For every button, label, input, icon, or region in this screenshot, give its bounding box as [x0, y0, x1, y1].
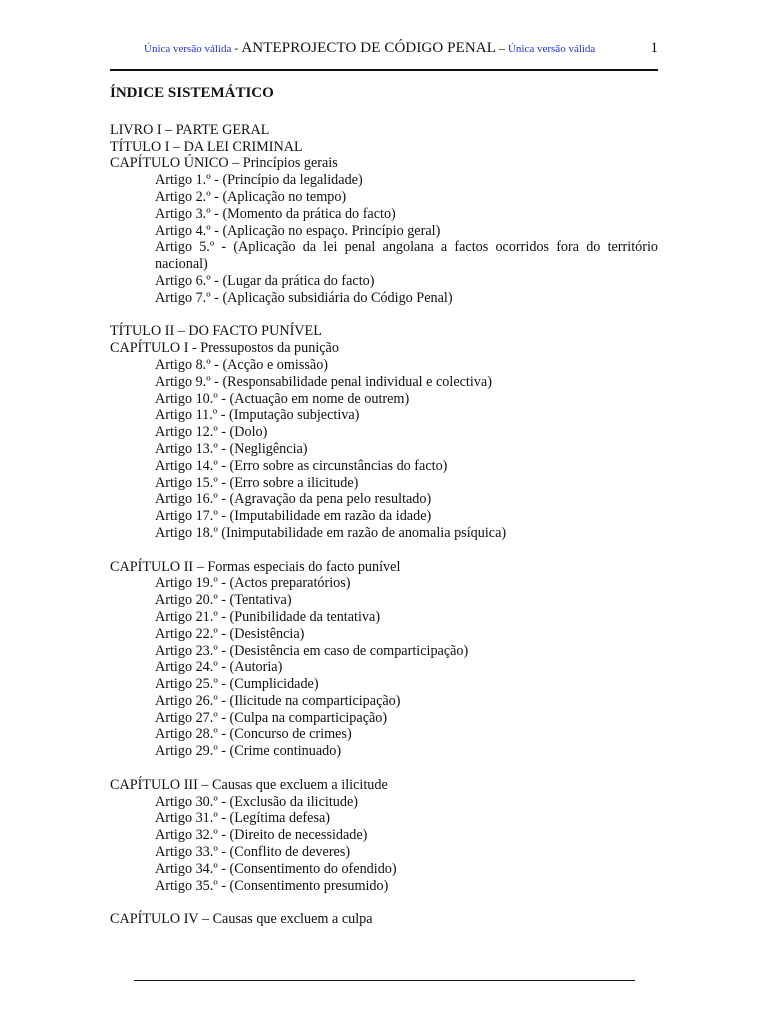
article-entry: Artigo 7.º - (Aplicação subsidiária do Código Penal)	[155, 289, 453, 306]
article-entry: Artigo 25.º - (Cumplicidade)	[155, 676, 319, 693]
title-heading: TÍTULO I – DA LEI CRIMINAL	[110, 138, 303, 155]
article-entry: Artigo 6.º - (Lugar da prática do facto)	[155, 272, 375, 289]
article-entry: Artigo 9.º - (Responsabilidade penal individual e colectiva)	[155, 373, 492, 390]
header-left-note: Única versão válida	[144, 43, 232, 55]
spacer	[110, 542, 658, 559]
index-title: ÍNDICE SISTEMÁTICO	[110, 85, 274, 101]
article-entry: Artigo 22.º - (Desistência)	[155, 625, 305, 642]
article-entry-continuation: nacional)	[155, 256, 208, 273]
header-separator: –	[495, 41, 508, 55]
article-entry: Artigo 31.º - (Legítima defesa)	[155, 810, 330, 827]
article-entry: Artigo 23.º - (Desistência em caso de comparticipação)	[155, 642, 469, 659]
chapter-heading: CAPÍTULO I - Pressupostos da punição	[110, 340, 339, 357]
article-entry: Artigo 5.º - (Aplicação da lei penal angolana a factos ocorridos fora do território	[155, 239, 658, 256]
article-entry: Artigo 21.º - (Punibilidade da tentativa)	[155, 608, 381, 625]
article-entry: Artigo 35.º - (Consentimento presumido)	[155, 877, 389, 894]
page-number: 1	[650, 40, 658, 56]
article-entry: Artigo 11.º - (Imputação subjectiva)	[155, 407, 360, 424]
article-entry: Artigo 10.º - (Actuação em nome de outrem)	[155, 390, 410, 407]
article-entry: Artigo 29.º - (Crime continuado)	[155, 743, 342, 760]
footer-rule	[134, 980, 635, 981]
article-entry: Artigo 27.º - (Culpa na comparticipação)	[155, 709, 388, 726]
article-entry: Artigo 17.º - (Imputabilidade em razão da idade)	[155, 508, 432, 525]
title-heading: TÍTULO II – DO FACTO PUNÍVEL	[110, 323, 322, 340]
article-entry: Artigo 33.º - (Conflito de deveres)	[155, 844, 351, 861]
chapter-heading: CAPÍTULO II – Formas especiais do facto punível	[110, 558, 401, 575]
article-entry: Artigo 26.º - (Ilicitude na comparticipação)	[155, 692, 401, 709]
article-entry: Artigo 16.º - (Agravação da pena pelo resultado)	[155, 491, 432, 508]
article-entry: Artigo 18.º (Inimputabilidade em razão de anomalia psíquica)	[155, 524, 507, 541]
article-entry: Artigo 19.º - (Actos preparatórios)	[155, 575, 351, 592]
article-entry: Artigo 1.º - (Princípio da legalidade)	[155, 172, 363, 189]
document-body	[110, 85, 658, 928]
book-heading: LIVRO I – PARTE GERAL	[110, 121, 270, 138]
article-entry: Artigo 12.º - (Dolo)	[155, 424, 268, 441]
article-entry: Artigo 4.º - (Aplicação no espaço. Princípio geral)	[155, 222, 441, 239]
article-entry: Artigo 32.º - (Direito de necessidade)	[155, 827, 368, 844]
spacer	[110, 760, 658, 777]
article-entry: Artigo 30.º - (Exclusão da ilicitude)	[155, 793, 358, 810]
article-entry: Artigo 28.º - (Concurso de crimes)	[155, 726, 352, 743]
article-entry: Artigo 20.º - (Tentativa)	[155, 592, 292, 609]
header-line	[144, 40, 595, 57]
spacer	[110, 894, 658, 911]
article-entry: Artigo 2.º - (Aplicação no tempo)	[155, 188, 347, 205]
article-entry: Artigo 8.º - (Acção e omissão)	[155, 356, 329, 373]
chapter-heading: CAPÍTULO ÚNICO – Princípios gerais	[110, 155, 338, 172]
header-rule	[110, 69, 658, 71]
chapter-heading: CAPÍTULO IV – Causas que excluem a culpa	[110, 911, 373, 928]
article-entry: Artigo 13.º - (Negligência)	[155, 440, 308, 457]
header-right-note: Única versão válida	[507, 43, 596, 55]
article-entry: Artigo 3.º - (Momento da prática do facto)	[155, 205, 396, 222]
header-separator: -	[231, 41, 242, 55]
chapter-heading: CAPÍTULO III – Causas que excluem a ilicitude	[110, 776, 388, 793]
article-entry: Artigo 15.º - (Erro sobre a ilicitude)	[155, 474, 359, 491]
header-title: ANTEPROJECTO DE CÓDIGO PENAL	[241, 40, 496, 56]
article-entry: Artigo 34.º - (Consentimento do ofendido)	[155, 860, 397, 877]
article-entry: Artigo 14.º - (Erro sobre as circunstâncias do facto)	[155, 457, 448, 474]
article-entry: Artigo 24.º - (Autoria)	[155, 659, 283, 676]
page-header	[110, 40, 658, 62]
spacer	[110, 307, 658, 324]
